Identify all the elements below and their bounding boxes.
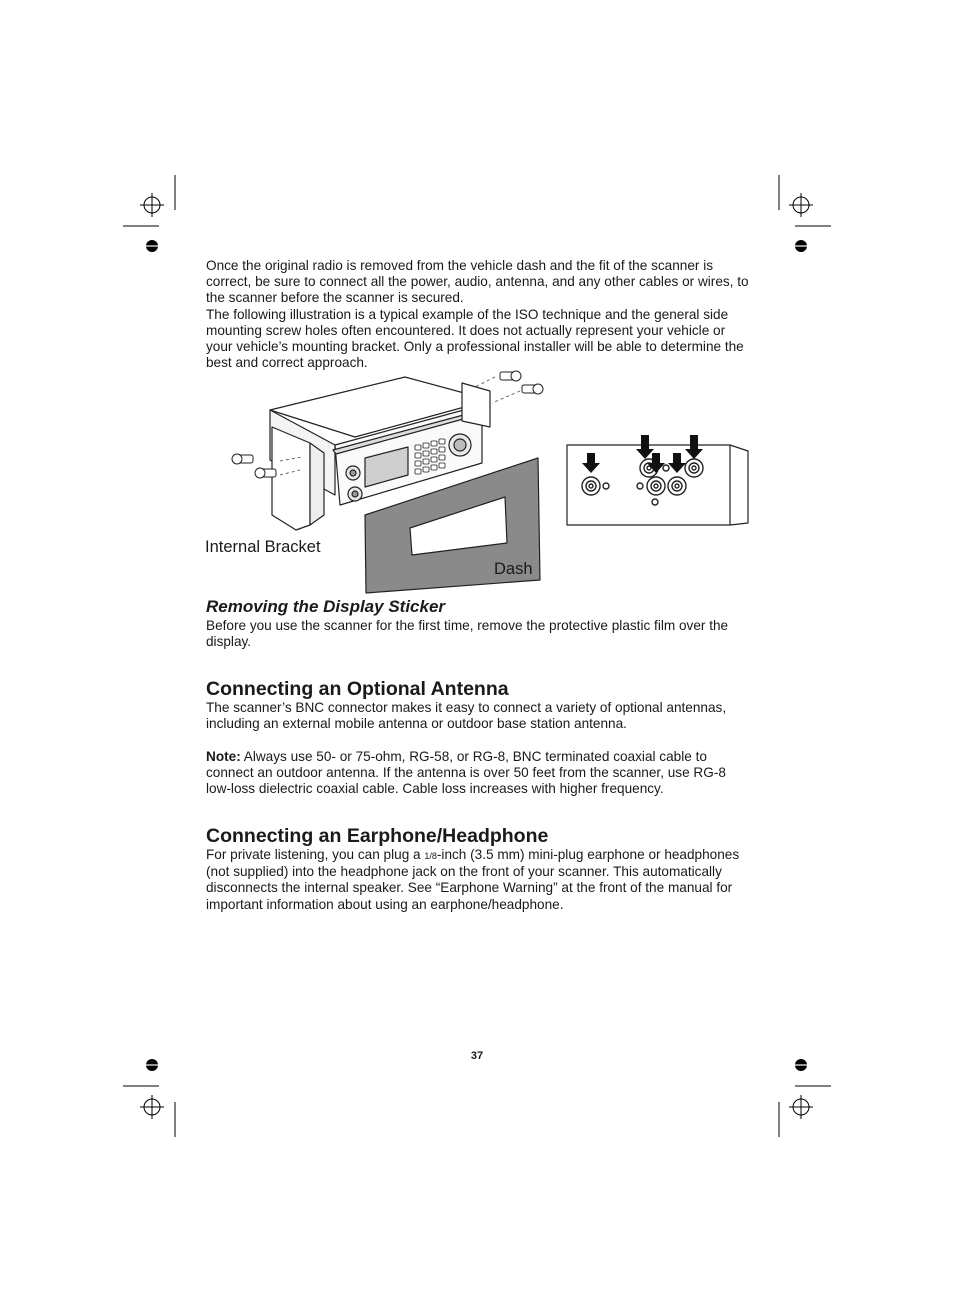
sticker-body <box>206 618 751 650</box>
antenna-heading: Connecting an Optional Antenna <box>206 678 509 700</box>
sticker-heading: Removing the Display Sticker <box>206 597 446 616</box>
antenna-note <box>206 749 751 798</box>
installation-illustration <box>200 365 760 600</box>
dash-label: Dash <box>494 560 533 578</box>
antenna-paragraph: The scanner’s BNC connector makes it easy to connect a variety of optional antennas, including an external mobile antenna or outdoor base station antenna. <box>206 700 727 732</box>
earphone-heading: Connecting an Earphone/Headphone <box>206 825 549 847</box>
intro-text <box>206 258 751 371</box>
earphone-text-a: For private listening, you can plug a <box>206 847 425 862</box>
inch-fraction: 1/8 <box>424 851 437 861</box>
page-number: 37 <box>470 1050 484 1062</box>
intro-paragraph-2: The following illustration is a typical example of the ISO technique and the general side mounting screw holes often encountered. It does not actually represent your vehicle or your vehicle’s mounting bracket. Only a professional installer will be able to determine the best and correct approach. <box>206 306 744 371</box>
note-label: Note: <box>206 749 241 764</box>
antenna-body <box>206 700 751 732</box>
earphone-body <box>206 847 751 913</box>
earphone-text-b: -inch (3.5 mm) mini-plug earphone or headphones (not supplied) into the headphone jack on the front of your scanner. This automatically disconnects the internal speaker. See “Earphone Warning” at the front of the manual for important information about using an earphone/headphone. <box>206 847 740 912</box>
internal-bracket-label: Internal Bracket <box>205 538 321 556</box>
antenna-note-paragraph <box>206 749 751 798</box>
sticker-paragraph: Before you use the scanner for the first time, remove the protective plastic film over the display. <box>206 618 729 650</box>
earphone-paragraph <box>206 847 751 913</box>
note-text: Always use 50- or 75-ohm, RG-58, or RG-8, BNC terminated coaxial cable to connect an outdoor antenna. If the antenna is over 50 feet from the scanner, use RG-8 low-loss dielectric coaxial cable. Cable loss increases with higher frequency. <box>206 749 726 797</box>
intro-paragraph-1: Once the original radio is removed from the vehicle dash and the fit of the scanner is correct, be sure to connect all the power, audio, antenna, and any other cables or wires, to the scanner before the scanner is secured. <box>206 258 749 306</box>
